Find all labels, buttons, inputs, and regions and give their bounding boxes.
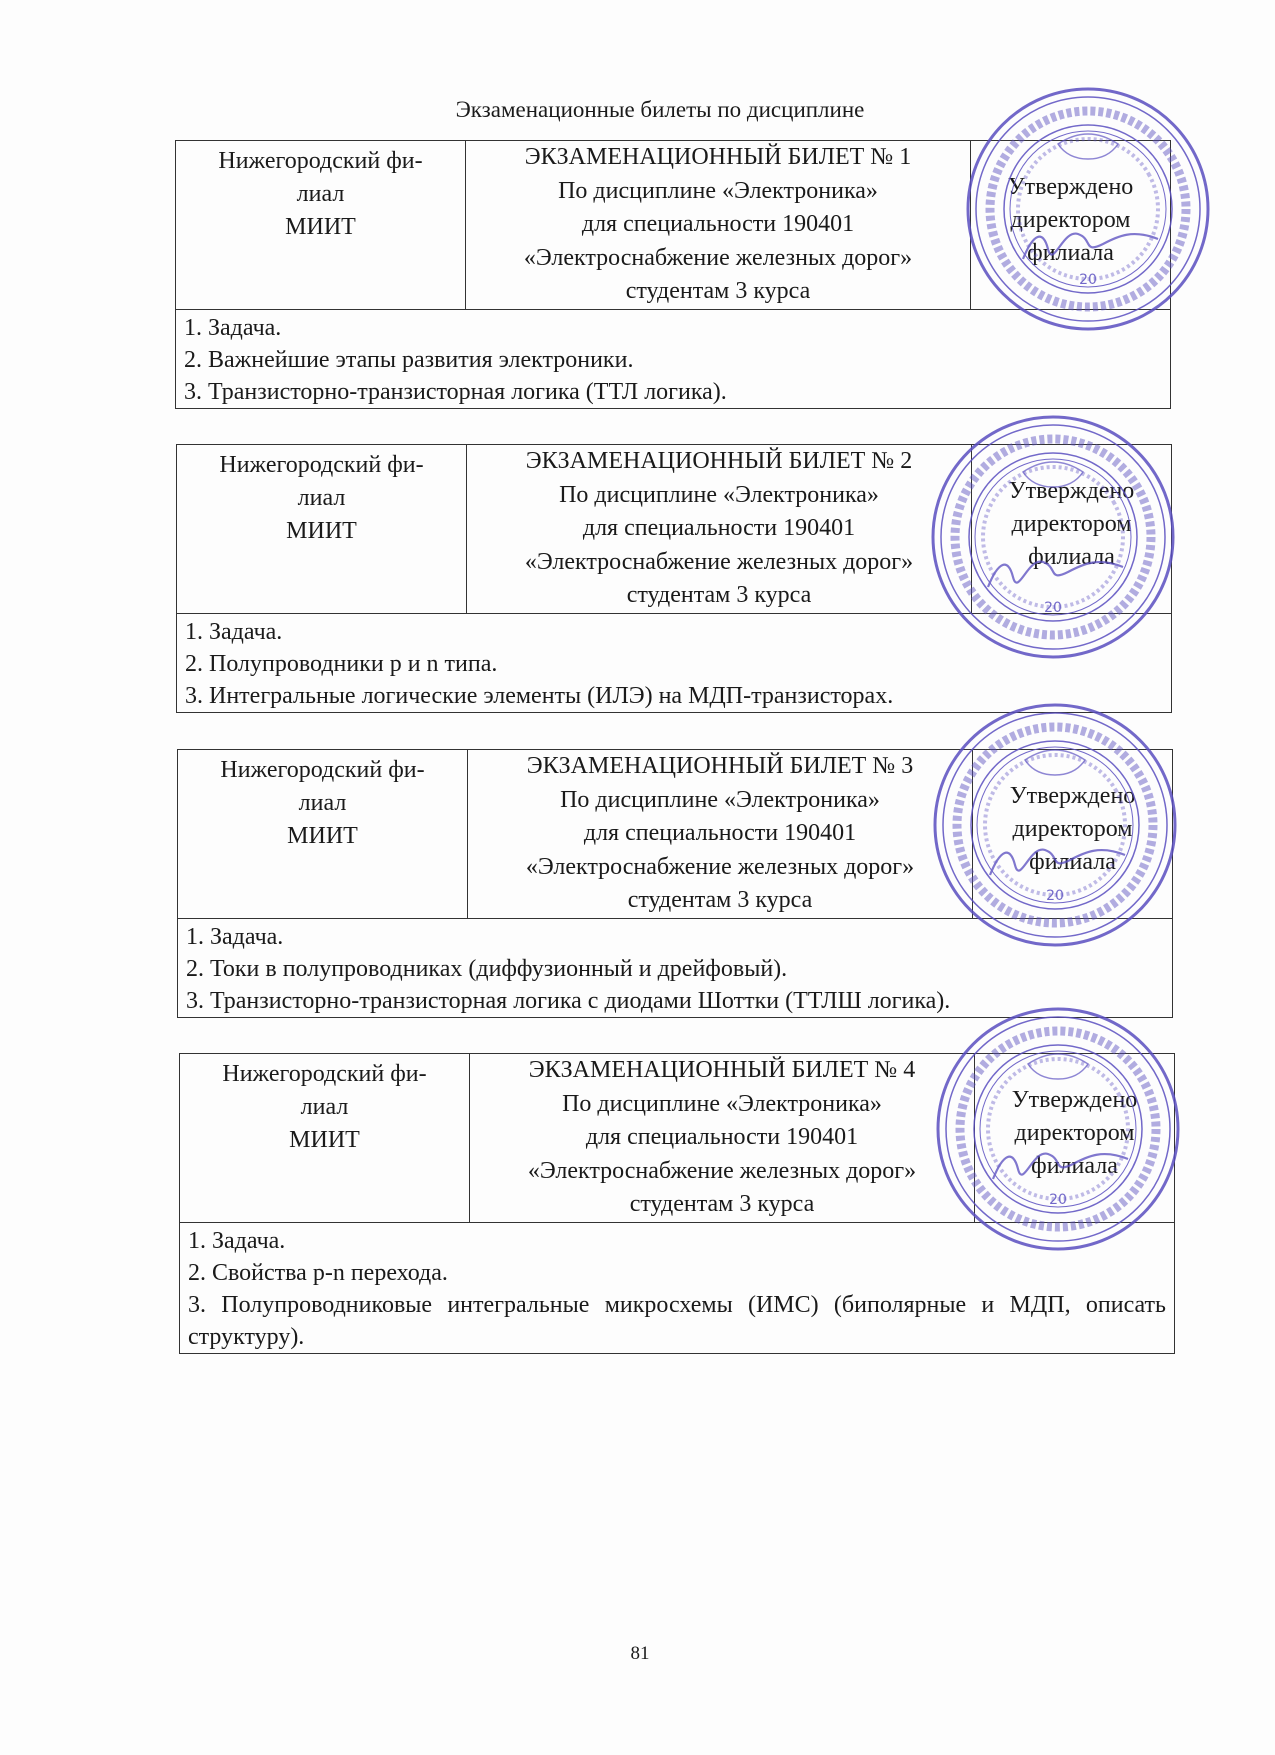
questions-block bbox=[178, 919, 1172, 1017]
approval-line: Утверждено bbox=[1007, 174, 1134, 200]
page-number: 81 bbox=[630, 1643, 650, 1664]
page-heading: Экзаменационные билеты по дисциплине bbox=[455, 97, 865, 122]
approval-line: директором bbox=[1012, 816, 1133, 842]
approval-line: директором bbox=[1011, 511, 1132, 537]
question-item: 2. Важнейшие этапы развития электроники. bbox=[184, 347, 634, 373]
question-item: 1. Задача. bbox=[188, 1228, 286, 1254]
seal-year: 20 bbox=[1049, 1192, 1067, 1208]
branch-line: Нижегородский фи- bbox=[220, 757, 425, 783]
ticket-header-cell bbox=[467, 445, 972, 613]
branch-cell bbox=[180, 1054, 470, 1222]
branch-line: лиал bbox=[298, 790, 347, 816]
specialty-name: «Электроснабжение железных дорог» bbox=[523, 244, 913, 271]
specialty-line: для специальности 190401 bbox=[582, 515, 856, 541]
approval-line: филиала bbox=[1029, 849, 1116, 875]
branch-line: лиал bbox=[296, 181, 345, 207]
specialty-line: для специальности 190401 bbox=[583, 820, 857, 846]
branch-line: МИИТ bbox=[289, 1127, 360, 1153]
question-item: 3. Транзисторно-транзисторная логика с диодами Шоттки (ТТЛШ логика). bbox=[186, 988, 951, 1014]
exam-ticket-1 bbox=[175, 140, 1171, 409]
approval-cell bbox=[973, 750, 1172, 918]
ticket-title: ЭКЗАМЕНАЦИОННЫЙ БИЛЕТ № 4 bbox=[528, 1057, 916, 1083]
questions-block bbox=[177, 614, 1171, 712]
specialty-line: для специальности 190401 bbox=[581, 211, 855, 237]
discipline-line: По дисциплине «Электроника» bbox=[558, 177, 878, 204]
specialty-name: «Электроснабжение железных дорог» bbox=[525, 853, 915, 880]
branch-line: МИИТ bbox=[286, 518, 357, 544]
exam-ticket-3 bbox=[177, 749, 1173, 1018]
branch-line: МИИТ bbox=[287, 823, 358, 849]
ticket-header-cell bbox=[466, 141, 971, 309]
approval-line: филиала bbox=[1031, 1153, 1118, 1179]
seal-year: 20 bbox=[1079, 272, 1097, 288]
specialty-name: «Электроснабжение железных дорог» bbox=[524, 548, 914, 575]
question-item: 1. Задача. bbox=[186, 924, 284, 950]
course-line: студентам 3 курса bbox=[627, 887, 813, 913]
question-item: 2. Полупроводники p и n типа. bbox=[185, 651, 498, 677]
approval-line: филиала bbox=[1027, 240, 1114, 266]
ticket-title: ЭКЗАМЕНАЦИОННЫЙ БИЛЕТ № 3 bbox=[526, 753, 914, 779]
question-item: 3. Интегральные логические элементы (ИЛЭ) на МДП-транзисторах. bbox=[185, 683, 894, 709]
ticket-title: ЭКЗАМЕНАЦИОННЫЙ БИЛЕТ № 2 bbox=[525, 448, 913, 474]
question-item: 3. Транзисторно-транзисторная логика (ТТЛ логика). bbox=[184, 379, 727, 405]
questions-block bbox=[180, 1223, 1174, 1353]
branch-line: лиал bbox=[300, 1094, 349, 1120]
approval-cell bbox=[972, 445, 1171, 613]
question-item: 2. Свойства p-n перехода. bbox=[188, 1260, 448, 1286]
question-item: 1. Задача. bbox=[185, 619, 283, 645]
discipline-line: По дисциплине «Электроника» bbox=[559, 481, 879, 508]
approval-line: директором bbox=[1010, 207, 1131, 233]
branch-line: Нижегородский фи- bbox=[218, 148, 423, 174]
specialty-line: для специальности 190401 bbox=[585, 1124, 859, 1150]
branch-cell bbox=[177, 445, 467, 613]
course-line: студентам 3 курса bbox=[629, 1191, 815, 1217]
specialty-name: «Электроснабжение железных дорог» bbox=[527, 1157, 917, 1184]
approval-line: Утверждено bbox=[1011, 1087, 1138, 1113]
approval-line: директором bbox=[1014, 1120, 1135, 1146]
branch-line: Нижегородский фи- bbox=[219, 452, 424, 478]
seal-year: 20 bbox=[1046, 888, 1064, 904]
branch-line: Нижегородский фи- bbox=[222, 1061, 427, 1087]
branch-cell bbox=[178, 750, 468, 918]
questions-block bbox=[176, 310, 1170, 408]
discipline-line: По дисциплине «Электроника» bbox=[562, 1090, 882, 1117]
approval-line: филиала bbox=[1028, 544, 1115, 570]
branch-cell bbox=[176, 141, 466, 309]
exam-ticket-2 bbox=[176, 444, 1172, 713]
ticket-header-cell bbox=[468, 750, 973, 918]
exam-ticket-4 bbox=[179, 1053, 1175, 1354]
question-item: 3. Полупроводниковые интегральные микросхемы (ИМС) (биполярные и МДП, описать структуру). bbox=[188, 1292, 1166, 1350]
ticket-title: ЭКЗАМЕНАЦИОННЫЙ БИЛЕТ № 1 bbox=[524, 144, 912, 170]
approval-cell bbox=[975, 1054, 1174, 1222]
discipline-line: По дисциплине «Электроника» bbox=[560, 786, 880, 813]
approval-cell bbox=[971, 141, 1170, 309]
branch-line: МИИТ bbox=[285, 214, 356, 240]
branch-line: лиал bbox=[297, 485, 346, 511]
ticket-header-cell bbox=[470, 1054, 975, 1222]
approval-line: Утверждено bbox=[1008, 478, 1135, 504]
question-item: 2. Токи в полупроводниках (диффузионный и дрейфовый). bbox=[186, 956, 788, 982]
seal-year: 20 bbox=[1044, 600, 1062, 616]
course-line: студентам 3 курса bbox=[626, 582, 812, 608]
question-item: 1. Задача. bbox=[184, 315, 282, 341]
course-line: студентам 3 курса bbox=[625, 278, 811, 304]
approval-line: Утверждено bbox=[1009, 783, 1136, 809]
